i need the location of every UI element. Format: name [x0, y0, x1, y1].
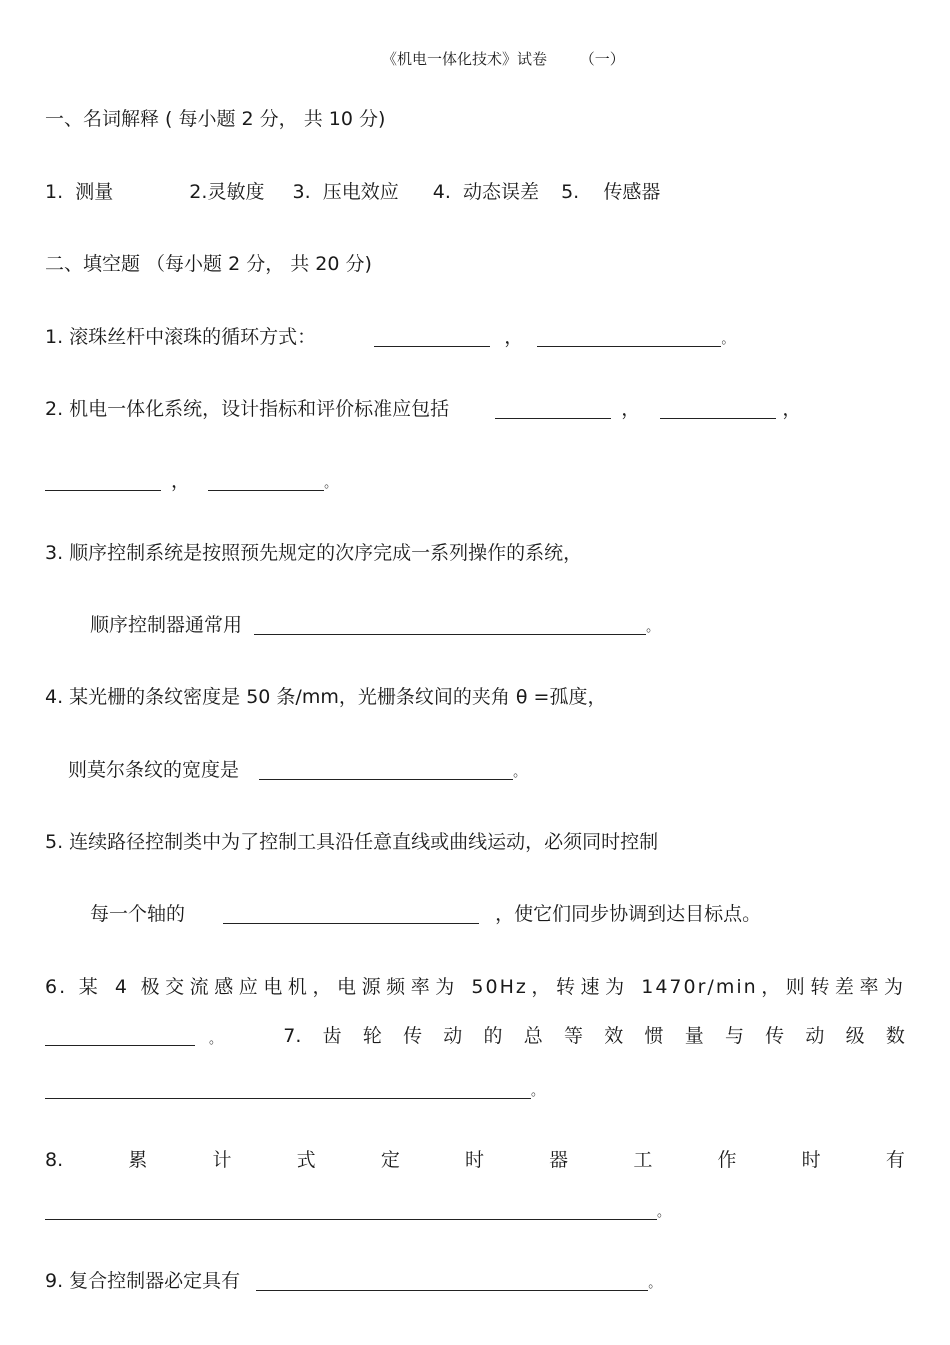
exam-title: [382, 52, 625, 67]
question-3-continued: 顺序控制器通常用 。: [90, 614, 660, 636]
term-1: 1. 测量: [45, 181, 114, 203]
answer-blank[interactable]: [223, 905, 479, 924]
question-8-answer: 。: [45, 1201, 670, 1220]
question-2: 2. 机电一体化系统，设计指标和评价标准应包括 ， ，: [45, 398, 802, 420]
exam-paper-number: （一）: [579, 50, 625, 68]
question-8: 8. 累 计 式 定 时 器 工 作 时 有: [45, 1149, 905, 1171]
question-6-answer: 。: [45, 1027, 222, 1046]
question-4: 4. 某光栅的条纹密度是 50 条/mm，光栅条纹间的夹角 θ =孤度，: [45, 686, 607, 708]
question-2-text: 2. 机电一体化系统，设计指标和评价标准应包括: [45, 398, 450, 420]
answer-blank[interactable]: [259, 761, 513, 780]
question-4-continued: 则莫尔条纹的宽度是 。: [68, 759, 527, 781]
answer-blank[interactable]: [45, 472, 161, 491]
question-1-text: 1. 滚珠丝杆中滚珠的循环方式：: [45, 326, 317, 348]
answer-blank[interactable]: [374, 328, 490, 347]
answer-blank[interactable]: [660, 400, 776, 419]
section2-heading: 二、填空题 （每小题 2 分， 共 20 分): [45, 253, 372, 275]
answer-blank[interactable]: [256, 1272, 648, 1291]
question-9-text: 9. 复合控制器必定具有: [45, 1270, 241, 1292]
question-5-continued: 每一个轴的 ，使它们同步协调到达目标点。: [90, 903, 762, 925]
answer-blank[interactable]: [537, 328, 721, 347]
question-2-continued: ， 。: [45, 472, 337, 491]
exam-title-text: 《机电一体化技术》试卷: [382, 50, 548, 68]
question-5: 5. 连续路径控制类中为了控制工具沿任意直线或曲线运动，必须同时控制: [45, 831, 659, 853]
question-6: 6. 某 4 极交流感应电机，电源频率为 50Hz，转速为 1470r/min，则转差率为: [45, 976, 905, 998]
answer-blank[interactable]: [45, 1080, 531, 1099]
terms-list: [45, 183, 660, 202]
answer-blank[interactable]: [45, 1027, 195, 1046]
answer-blank[interactable]: [254, 616, 646, 635]
answer-blank[interactable]: [208, 472, 324, 491]
question-9: 9. 复合控制器必定具有 。: [45, 1270, 662, 1292]
question-1: 1. 滚珠丝杆中滚珠的循环方式： ， 。: [45, 326, 735, 348]
answer-blank[interactable]: [45, 1201, 657, 1220]
term-2: 2.灵敏度: [189, 181, 265, 203]
question-3: 3. 顺序控制系统是按照预先规定的次序完成一系列操作的系统，: [45, 542, 583, 564]
term-3: 3. 压电效应: [292, 181, 399, 203]
answer-blank[interactable]: [495, 400, 611, 419]
section1-heading: 一、名词解释 ( 每小题 2 分， 共 10 分): [45, 108, 386, 130]
term-4: 4. 动态误差: [432, 181, 540, 203]
term-5: 5. 传感器: [561, 181, 661, 203]
question-6-7-row: 。 7. 齿 轮 传 动 的 总 等 效 惯 量 与 传 动 级 数: [45, 1027, 905, 1046]
question-7-answer: 。: [45, 1080, 544, 1099]
